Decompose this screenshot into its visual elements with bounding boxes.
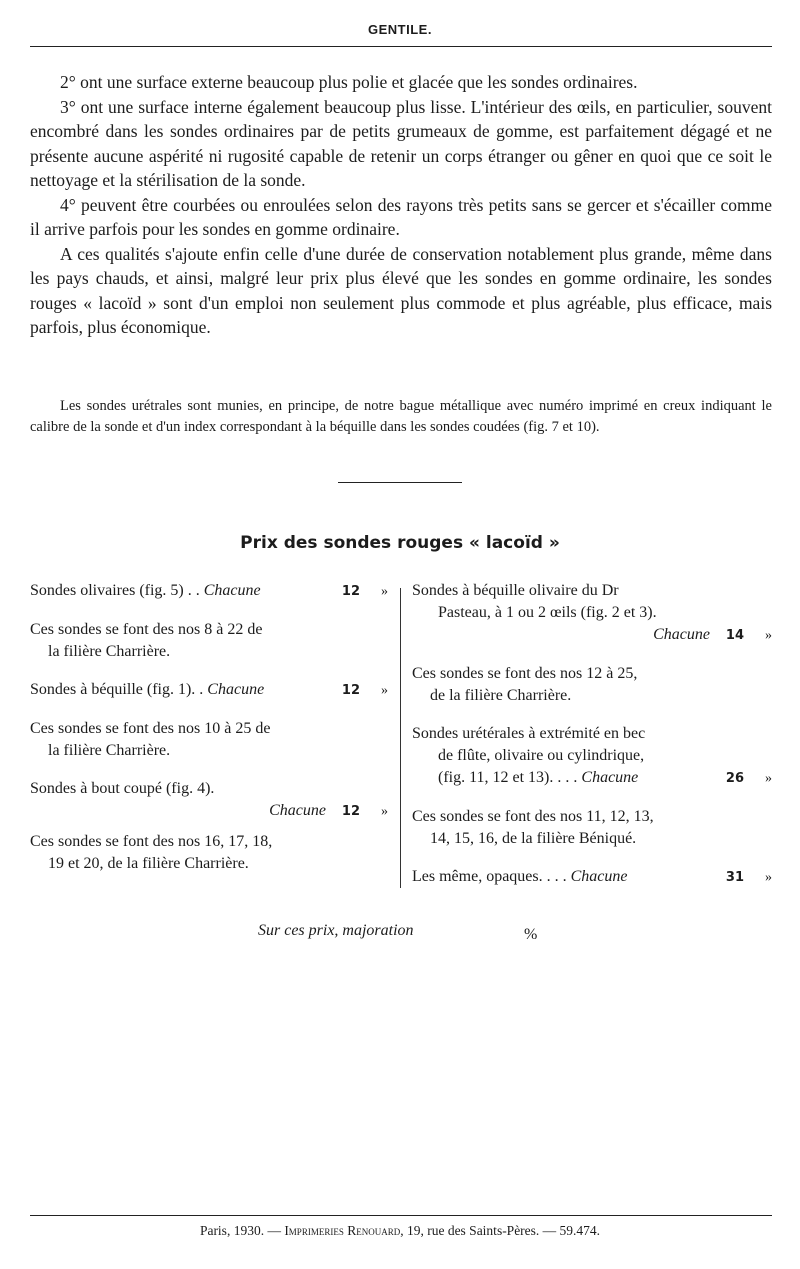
paragraph: A ces qualités s'ajoute enfin celle d'une durée de conservation notablement plus grande, même dans les pays chauds, et ainsi, malgré leur prix plus élevé que les sondes en gomme ordinaire, les sondes rouges « lacoïd » sont d'un emploi non seulement plus commode et plus agréable, plus efficace, mais parfois, plus économique. (30, 243, 772, 337)
product-label: Sondes urétérales à extrémité en bec (412, 725, 646, 742)
footer-city-year: Paris, 1930. — (199, 1223, 281, 1238)
product-label: Sondes olivaires (fig. 5) . . Chacune (30, 582, 261, 599)
price-line (412, 624, 772, 647)
price-line (30, 679, 388, 702)
paragraph: 3° ont une surface interne également beaucoup plus lisse. L'intérieur des œils, en particulier, souvent encombré dans les sondes ordinaires par de petits grumeaux de gomme, est parfaitement dégagé et ne présente aucune aspérité ni rugosité capable de retenir un corps étranger ou gêner en quoi que ce soit le nettoyage et la stérilisation de la sonde. (30, 96, 772, 190)
column-divider (400, 588, 401, 888)
note-line: 14, 15, 16, de la filière Béniqué. (430, 830, 637, 847)
imprint-footer (0, 1223, 800, 1239)
price-value: 12 (341, 683, 360, 698)
footer-address: 19, rue des Saints-Pères. — 59.474. (406, 1223, 601, 1238)
size-note (412, 806, 772, 850)
note-line: Ces sondes se font des nos 10 à 25 de (30, 720, 271, 737)
price-value: 14 (725, 628, 744, 643)
price-entry (412, 723, 772, 790)
size-note (30, 619, 388, 663)
running-header: GENTILE. (368, 22, 432, 37)
price-mark: » (381, 584, 388, 599)
paragraph: 2° ont une surface externe beaucoup plus polie et glacée que les sondes ordinaires. (60, 72, 638, 92)
price-heading: Prix des sondes rouges « lacoïd » (240, 533, 560, 553)
product-label: Sondes à béquille olivaire du Dr (412, 582, 619, 599)
price-mark: » (765, 870, 772, 885)
price-line (412, 866, 772, 889)
product-label: Les même, opaques. . . . Chacune (412, 868, 628, 885)
price-value: 12 (341, 804, 360, 819)
price-mark: » (381, 683, 388, 698)
price-column-right (412, 580, 772, 905)
price-line (30, 800, 388, 823)
product-label: de flûte, olivaire ou cylindrique, (438, 747, 645, 764)
each-label: Chacune (653, 626, 710, 643)
price-mark: » (765, 628, 772, 643)
price-value: 26 (725, 771, 744, 786)
paragraph: 4° peuvent être courbées ou enroulées selon des rayons très petits sans se gercer et s'écailler comme il arrive parfois pour les sondes en gomme ordinaire. (30, 194, 772, 239)
note-line: la filière Charrière. (48, 742, 171, 759)
product-label: Sondes à bout coupé (fig. 4). (30, 780, 215, 797)
product-label: Pasteau, à 1 ou 2 œils (fig. 2 et 3). (438, 604, 657, 621)
percent-sign: % (524, 926, 538, 943)
price-entry (30, 679, 388, 702)
note-line: Ces sondes se font des nos 16, 17, 18, (30, 833, 273, 850)
price-entry (412, 866, 772, 889)
price-entry (412, 580, 772, 647)
price-line (412, 767, 772, 790)
price-value: 31 (725, 870, 744, 885)
price-column-left (30, 580, 388, 891)
footer-printer: Imprimeries Renouard, (284, 1223, 404, 1238)
size-note (30, 718, 388, 762)
product-label: Sondes à béquille (fig. 1). . Chacune (30, 681, 265, 698)
note-line: Ces sondes se font des nos 8 à 22 de (30, 621, 263, 638)
size-note (30, 831, 388, 875)
size-note (412, 663, 772, 707)
section-divider (338, 482, 462, 483)
footnote: Les sondes urétrales sont munies, en principe, de notre bague métallique avec numéro imprimé en creux indiquant le calibre de la sonde et d'un index correspondant à la béquille dans les sondes coudées (fig. 7 et 10). (30, 398, 772, 435)
price-mark: » (765, 771, 772, 786)
note-line: 19 et 20, de la filière Charrière. (48, 855, 249, 872)
header-rule (30, 46, 772, 47)
footer-rule (30, 1215, 772, 1216)
product-label: (fig. 11, 12 et 13). . . . Chacune (438, 769, 639, 786)
price-line (30, 580, 388, 603)
price-entry (30, 778, 388, 823)
note-line: la filière Charrière. (48, 643, 171, 660)
note-line: Ces sondes se font des nos 12 à 25, (412, 665, 638, 682)
price-mark: » (381, 804, 388, 819)
price-entry (30, 580, 388, 603)
each-label: Chacune (269, 802, 326, 819)
price-value: 12 (341, 584, 360, 599)
note-line: Ces sondes se font des nos 11, 12, 13, (412, 808, 654, 825)
body-text (30, 70, 772, 340)
majoration-text: Sur ces prix, majoration (258, 922, 414, 939)
note-line: de la filière Charrière. (430, 687, 572, 704)
